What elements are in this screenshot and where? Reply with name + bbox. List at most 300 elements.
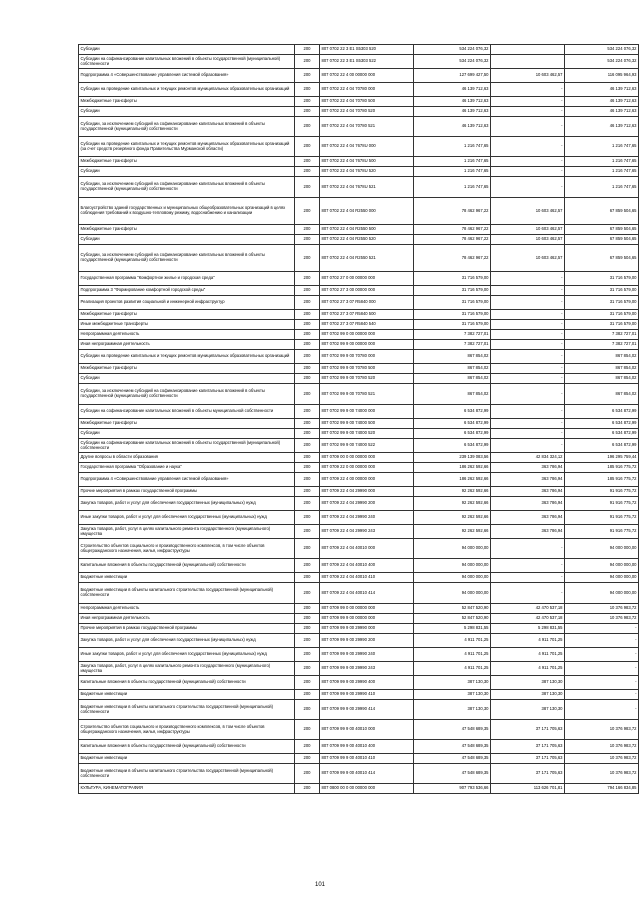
row-line-code-cell: 200 (295, 384, 320, 405)
row-classification-code-cell: 807 0709 22 4 04 29990 240 (320, 511, 414, 525)
row-classification-code-cell: 807 0702 99 9 00 74000 520 (320, 429, 414, 439)
row-line-code-cell: 200 (295, 559, 320, 573)
row-name-cell: Субсидии, за исключением субсидий на софинансирование капитальных вложений в объекты государственной (муниципальной) собственности (79, 117, 295, 137)
row-executed-amount-cell: - (491, 137, 565, 157)
row-approved-amount-cell: 94 000 000,00 (414, 583, 491, 604)
row-classification-code-cell: 807 0702 27 3 00 00000 000 (320, 286, 414, 296)
row-executed-amount-cell: - (491, 539, 565, 559)
row-executed-amount-cell: 4 911 701,25 (491, 662, 565, 676)
row-name-cell: Субсидии (79, 107, 295, 117)
row-classification-code-cell: 807 0709 99 9 00 00000 000 (320, 614, 414, 624)
row-unexecuted-amount-cell: 31 716 579,00 (565, 272, 639, 286)
row-unexecuted-amount-cell: 10 376 983,72 (565, 764, 639, 784)
row-classification-code-cell: 807 0702 22 4 04 7678U 520 (320, 167, 414, 177)
row-classification-code-cell: 807 0702 99 9 00 70780 000 (320, 350, 414, 364)
row-executed-amount-cell: - (491, 286, 565, 296)
row-executed-amount-cell: - (491, 310, 565, 320)
row-line-code-cell: 200 (295, 511, 320, 525)
row-classification-code-cell: 807 0702 22 4 04 7678U 500 (320, 157, 414, 167)
row-executed-amount-cell: 363 786,94 (491, 487, 565, 497)
row-executed-amount-cell: - (491, 559, 565, 573)
row-approved-amount-cell: 1 216 747,65 (414, 177, 491, 198)
row-classification-code-cell: 807 0709 99 9 00 29990 200 (320, 634, 414, 648)
row-line-code-cell: 200 (295, 157, 320, 167)
row-name-cell: Межбюджетные трансферты (79, 310, 295, 320)
table-row (79, 487, 639, 497)
table-row (79, 117, 639, 137)
row-executed-amount-cell: 5 298 831,55 (491, 624, 565, 634)
row-unexecuted-amount-cell: 10 376 983,72 (565, 754, 639, 764)
row-name-cell: Капитальные вложения в объекты государственной (муниципальной) собственности (79, 676, 295, 690)
row-executed-amount-cell: - (491, 117, 565, 137)
row-classification-code-cell: 807 0709 22 0 00 00000 000 (320, 463, 414, 473)
table-row (79, 720, 639, 740)
row-name-cell: Строительство объектов социального и производственного комплексов, в том числе объектов общегражданского назначения, жилья, инфраструктуры (79, 539, 295, 559)
table-row (79, 286, 639, 296)
row-name-cell: Субсидии, за исключением субсидий на софинансирование капитальных вложений в объекты государственной (муниципальной) собственности (79, 245, 295, 272)
row-line-code-cell: 200 (295, 419, 320, 429)
row-name-cell: Закупка товаров, работ, услуг в целях капитального ремонта государственного (муниципального) имущества (79, 525, 295, 539)
row-classification-code-cell: 807 0702 27 0 00 00000 000 (320, 272, 414, 286)
row-classification-code-cell: 807 0702 27 3 07 R5840 000 (320, 296, 414, 310)
row-unexecuted-amount-cell: 94 000 000,00 (565, 559, 639, 573)
row-approved-amount-cell: 6 534 872,99 (414, 405, 491, 419)
row-line-code-cell: 200 (295, 364, 320, 374)
row-classification-code-cell: 807 0702 99 9 00 74000 500 (320, 419, 414, 429)
row-unexecuted-amount-cell: 10 376 983,72 (565, 604, 639, 614)
table-row (79, 245, 639, 272)
row-executed-amount-cell: - (491, 364, 565, 374)
row-name-cell: Иные закупки товаров, работ и услуг для обеспечения государственных (муниципальных) нужд (79, 648, 295, 662)
table-row (79, 69, 639, 83)
row-classification-code-cell: 807 0709 99 9 00 29990 410 (320, 690, 414, 700)
row-executed-amount-cell: 37 171 705,63 (491, 720, 565, 740)
row-name-cell: Бюджетные инвестиции (79, 573, 295, 583)
row-unexecuted-amount-cell: - (565, 676, 639, 690)
row-approved-amount-cell: 92 262 592,66 (414, 487, 491, 497)
row-executed-amount-cell: - (491, 429, 565, 439)
row-unexecuted-amount-cell: 10 376 983,72 (565, 614, 639, 624)
row-line-code-cell: 200 (295, 330, 320, 340)
row-approved-amount-cell: 6 534 872,99 (414, 419, 491, 429)
row-executed-amount-cell: 10 603 462,57 (491, 245, 565, 272)
row-unexecuted-amount-cell: 94 000 000,00 (565, 573, 639, 583)
row-line-code-cell: 200 (295, 340, 320, 350)
table-row (79, 754, 639, 764)
row-executed-amount-cell: 363 786,94 (491, 473, 565, 487)
row-executed-amount-cell: - (491, 167, 565, 177)
row-unexecuted-amount-cell: - (565, 624, 639, 634)
table-row (79, 384, 639, 405)
row-name-cell: Межбюджетные трансферты (79, 97, 295, 107)
table-row (79, 157, 639, 167)
row-approved-amount-cell: 867 854,02 (414, 364, 491, 374)
row-classification-code-cell: 807 0709 99 9 00 40010 410 (320, 754, 414, 764)
row-executed-amount-cell: - (491, 177, 565, 198)
table-row (79, 463, 639, 473)
row-executed-amount-cell: 10 603 462,57 (491, 235, 565, 245)
row-approved-amount-cell: 92 262 592,66 (414, 525, 491, 539)
row-name-cell: Межбюджетные трансферты (79, 225, 295, 235)
row-approved-amount-cell: 387 130,30 (414, 676, 491, 690)
table-row (79, 573, 639, 583)
row-classification-code-cell: 807 0709 99 9 00 40010 400 (320, 740, 414, 754)
row-approved-amount-cell: 867 854,02 (414, 384, 491, 405)
row-unexecuted-amount-cell: 7 382 727,01 (565, 330, 639, 340)
row-name-cell: Бюджетные инвестиции (79, 690, 295, 700)
row-executed-amount-cell (491, 45, 565, 55)
row-classification-code-cell: 807 0702 22 4 04 70780 520 (320, 107, 414, 117)
row-classification-code-cell: 807 0702 22 4 04 70780 000 (320, 83, 414, 97)
row-classification-code-cell: 807 0702 22 4 04 R2550 500 (320, 225, 414, 235)
row-executed-amount-cell: - (491, 374, 565, 384)
row-approved-amount-cell: 46 139 712,63 (414, 97, 491, 107)
row-classification-code-cell: 807 0702 22 3 E1 S5303 522 (320, 55, 414, 69)
table-row (79, 624, 639, 634)
row-line-code-cell: 200 (295, 662, 320, 676)
row-line-code-cell: 200 (295, 167, 320, 177)
table-row (79, 225, 639, 235)
row-unexecuted-amount-cell: - (565, 690, 639, 700)
row-name-cell: Субсидии на проведение капитальных и текущих ремонтов муниципальных образовательных организаций (79, 83, 295, 97)
row-classification-code-cell: 807 0702 22 4 04 R2550 521 (320, 245, 414, 272)
row-unexecuted-amount-cell: 867 854,02 (565, 350, 639, 364)
row-classification-code-cell: 807 0709 99 9 00 29990 243 (320, 662, 414, 676)
table-row (79, 45, 639, 55)
table-row (79, 364, 639, 374)
row-unexecuted-amount-cell: 31 716 579,00 (565, 296, 639, 310)
table-row (79, 167, 639, 177)
table-row (79, 539, 639, 559)
row-classification-code-cell: 807 0702 22 4 04 R2550 000 (320, 198, 414, 225)
table-row (79, 107, 639, 117)
table-row (79, 83, 639, 97)
row-line-code-cell: 200 (295, 198, 320, 225)
page-number: 101 (314, 882, 325, 888)
row-executed-amount-cell: 42 470 537,18 (491, 604, 565, 614)
row-classification-code-cell: 807 0702 99 9 00 74000 000 (320, 405, 414, 419)
row-name-cell: Субсидии, за исключением субсидий на софинансирование капитальных вложений в объекты государственной (муниципальной) собственности (79, 177, 295, 198)
row-name-cell: Бюджетные инвестиции в объекты капитального строительства государственной (муниципальной) собственности (79, 700, 295, 720)
row-name-cell: Реализация проектов развития социальной и инженерной инфраструктур (79, 296, 295, 310)
row-name-cell: Закупка товаров, работ, услуг в целях капитального ремонта государственного (муниципального) имущества (79, 662, 295, 676)
row-approved-amount-cell: 7 382 727,01 (414, 330, 491, 340)
table-row (79, 583, 639, 604)
table-row (79, 374, 639, 384)
row-approved-amount-cell: 78 462 967,22 (414, 225, 491, 235)
row-name-cell: Закупка товаров, работ и услуг для обеспечения государственных (муниципальных) нужд (79, 497, 295, 511)
row-approved-amount-cell: 387 130,30 (414, 690, 491, 700)
row-line-code-cell: 200 (295, 97, 320, 107)
row-executed-amount-cell: 363 786,94 (491, 497, 565, 511)
row-approved-amount-cell: 46 139 712,63 (414, 107, 491, 117)
table-row (79, 405, 639, 419)
row-line-code-cell: 200 (295, 573, 320, 583)
table-row (79, 235, 639, 245)
row-approved-amount-cell: 47 548 689,35 (414, 764, 491, 784)
row-approved-amount-cell: 47 548 689,35 (414, 754, 491, 764)
table-row (79, 429, 639, 439)
row-line-code-cell: 200 (295, 690, 320, 700)
table-row (79, 648, 639, 662)
row-name-cell: Субсидии на софинансирование капитальных вложений в объекты государственной (муниципальной) собственности (79, 439, 295, 453)
budget-table-body (79, 45, 639, 794)
row-line-code-cell: 200 (295, 624, 320, 634)
row-line-code-cell: 200 (295, 784, 320, 794)
row-classification-code-cell: 807 0709 22 4 00 00000 000 (320, 473, 414, 487)
row-name-cell: Субсидии (79, 429, 295, 439)
row-unexecuted-amount-cell: 10 376 983,72 (565, 740, 639, 754)
row-unexecuted-amount-cell: 94 000 000,00 (565, 583, 639, 604)
row-line-code-cell: 200 (295, 463, 320, 473)
row-name-cell: Непрограммная деятельность (79, 330, 295, 340)
row-classification-code-cell: 807 0702 99 9 00 70780 521 (320, 384, 414, 405)
row-executed-amount-cell: 4 911 701,25 (491, 648, 565, 662)
row-line-code-cell: 200 (295, 320, 320, 330)
row-classification-code-cell: 807 0709 22 4 04 29990 200 (320, 497, 414, 511)
row-classification-code-cell: 807 0709 22 4 04 40010 414 (320, 583, 414, 604)
row-name-cell: Другие вопросы в области образования (79, 453, 295, 463)
row-approved-amount-cell: 127 699 427,50 (414, 69, 491, 83)
row-executed-amount-cell: 42 834 324,12 (491, 453, 565, 463)
row-unexecuted-amount-cell: 91 916 775,72 (565, 497, 639, 511)
row-unexecuted-amount-cell: 867 854,02 (565, 364, 639, 374)
row-classification-code-cell: 807 0702 99 9 00 74000 522 (320, 439, 414, 453)
row-classification-code-cell: 807 0709 22 4 04 29990 243 (320, 525, 414, 539)
row-executed-amount-cell: - (491, 83, 565, 97)
row-line-code-cell: 200 (295, 525, 320, 539)
row-unexecuted-amount-cell: 67 859 504,65 (565, 225, 639, 235)
row-line-code-cell: 200 (295, 235, 320, 245)
row-executed-amount-cell: 37 171 705,63 (491, 740, 565, 754)
row-name-cell: Строительство объектов социального и производственного комплексов, в том числе объектов общегражданского назначения, жилья, инфраструктуры (79, 720, 295, 740)
row-unexecuted-amount-cell: 91 916 775,72 (565, 487, 639, 497)
row-executed-amount-cell: 4 911 701,25 (491, 634, 565, 648)
row-approved-amount-cell: 92 262 592,66 (414, 511, 491, 525)
row-unexecuted-amount-cell: 1 216 747,65 (565, 137, 639, 157)
row-unexecuted-amount-cell: 534 224 076,32 (565, 45, 639, 55)
table-row (79, 740, 639, 754)
row-executed-amount-cell: 363 786,94 (491, 525, 565, 539)
row-approved-amount-cell: 94 000 000,00 (414, 573, 491, 583)
row-line-code-cell: 200 (295, 107, 320, 117)
row-unexecuted-amount-cell: 1 216 747,65 (565, 177, 639, 198)
row-line-code-cell: 200 (295, 539, 320, 559)
row-line-code-cell: 200 (295, 225, 320, 235)
row-line-code-cell: 200 (295, 405, 320, 419)
row-approved-amount-cell: 78 462 967,22 (414, 245, 491, 272)
row-unexecuted-amount-cell: 46 139 712,63 (565, 107, 639, 117)
row-unexecuted-amount-cell: 6 534 872,99 (565, 419, 639, 429)
row-unexecuted-amount-cell: 31 716 579,00 (565, 320, 639, 330)
row-name-cell: Иная непрограммная деятельность (79, 340, 295, 350)
row-unexecuted-amount-cell: 196 295 759,44 (565, 453, 639, 463)
row-unexecuted-amount-cell: - (565, 648, 639, 662)
row-line-code-cell: 200 (295, 137, 320, 157)
row-line-code-cell: 200 (295, 583, 320, 604)
row-unexecuted-amount-cell: 867 854,02 (565, 374, 639, 384)
row-unexecuted-amount-cell: 46 139 712,63 (565, 97, 639, 107)
row-line-code-cell: 200 (295, 83, 320, 97)
row-executed-amount-cell: 42 470 537,18 (491, 614, 565, 624)
row-name-cell: Непрограммная деятельность (79, 604, 295, 614)
table-row (79, 419, 639, 429)
row-classification-code-cell: 807 0709 99 9 00 29990 400 (320, 676, 414, 690)
row-line-code-cell: 200 (295, 286, 320, 296)
row-unexecuted-amount-cell: 185 916 775,72 (565, 463, 639, 473)
row-name-cell: Субсидии на софинансирование капитальных вложений в объекты муниципальной собственности (79, 405, 295, 419)
row-executed-amount-cell: 37 171 705,63 (491, 754, 565, 764)
row-line-code-cell: 200 (295, 69, 320, 83)
row-unexecuted-amount-cell: 6 534 872,99 (565, 439, 639, 453)
row-classification-code-cell: 807 0709 22 4 04 40010 000 (320, 539, 414, 559)
row-executed-amount-cell: - (491, 97, 565, 107)
table-row (79, 272, 639, 286)
row-unexecuted-amount-cell: 6 534 872,99 (565, 429, 639, 439)
row-name-cell: Благоустройство зданий государственных и муниципальных общеобразовательных организаций в целях соблюдения требований к воздушно-тепловому режиму, водоснабжению и канализации (79, 198, 295, 225)
row-approved-amount-cell: 52 847 520,90 (414, 614, 491, 624)
row-unexecuted-amount-cell: 67 859 504,65 (565, 235, 639, 245)
table-row (79, 55, 639, 69)
row-classification-code-cell: 807 0709 22 4 04 40010 400 (320, 559, 414, 573)
table-row (79, 614, 639, 624)
row-approved-amount-cell: 186 262 592,66 (414, 463, 491, 473)
row-approved-amount-cell: 534 224 076,32 (414, 55, 491, 69)
row-classification-code-cell: 807 0709 00 0 00 00000 000 (320, 453, 414, 463)
row-name-cell: Иная непрограммная деятельность (79, 614, 295, 624)
row-name-cell: Подпрограмма 4 «Совершенствование управления системой образования» (79, 69, 295, 83)
table-row (79, 310, 639, 320)
row-executed-amount-cell: - (491, 296, 565, 310)
row-unexecuted-amount-cell: 534 224 076,32 (565, 55, 639, 69)
row-executed-amount-cell: 37 171 705,63 (491, 764, 565, 784)
row-unexecuted-amount-cell: 1 216 747,65 (565, 157, 639, 167)
row-classification-code-cell: 807 0800 00 0 00 00000 000 (320, 784, 414, 794)
table-row (79, 473, 639, 487)
row-executed-amount-cell: 387 130,30 (491, 700, 565, 720)
row-approved-amount-cell: 867 854,02 (414, 374, 491, 384)
row-approved-amount-cell: 6 534 872,99 (414, 439, 491, 453)
row-executed-amount-cell: - (491, 272, 565, 286)
table-row (79, 662, 639, 676)
row-approved-amount-cell: 534 224 076,32 (414, 45, 491, 55)
row-executed-amount-cell: - (491, 330, 565, 340)
row-classification-code-cell: 807 0702 99 9 00 70780 520 (320, 374, 414, 384)
row-executed-amount-cell: - (491, 107, 565, 117)
row-approved-amount-cell: 94 000 000,00 (414, 559, 491, 573)
row-unexecuted-amount-cell: 46 139 712,63 (565, 117, 639, 137)
row-line-code-cell: 200 (295, 740, 320, 754)
row-approved-amount-cell: 1 216 747,65 (414, 167, 491, 177)
row-approved-amount-cell: 52 847 520,90 (414, 604, 491, 614)
row-line-code-cell: 200 (295, 473, 320, 487)
row-line-code-cell: 200 (295, 676, 320, 690)
row-executed-amount-cell: 387 130,30 (491, 676, 565, 690)
row-line-code-cell: 200 (295, 117, 320, 137)
row-executed-amount-cell: - (491, 573, 565, 583)
row-classification-code-cell: 807 0702 22 3 E1 S5303 520 (320, 45, 414, 55)
row-name-cell: Государственная программа "Образование и наука" (79, 463, 295, 473)
row-unexecuted-amount-cell: 794 166 834,85 (565, 784, 639, 794)
row-executed-amount-cell: 10 603 462,57 (491, 69, 565, 83)
row-line-code-cell: 200 (295, 45, 320, 55)
document-sheet (78, 44, 637, 794)
row-classification-code-cell: 807 0709 99 9 00 29990 000 (320, 624, 414, 634)
row-line-code-cell: 200 (295, 453, 320, 463)
row-classification-code-cell: 807 0709 22 4 04 40010 410 (320, 573, 414, 583)
row-approved-amount-cell: 4 911 701,25 (414, 648, 491, 662)
row-name-cell: Капитальные вложения в объекты государственной (муниципальной) собственности (79, 559, 295, 573)
row-classification-code-cell: 807 0709 99 9 00 40010 000 (320, 720, 414, 740)
row-name-cell: Субсидии, за исключением субсидий на софинансирование капитальных вложений в объекты государственной (муниципальной) собственности (79, 384, 295, 405)
row-name-cell: Капитальные вложения в объекты государственной (муниципальной) собственности (79, 740, 295, 754)
row-executed-amount-cell (491, 55, 565, 69)
row-executed-amount-cell: 10 603 462,57 (491, 198, 565, 225)
table-row (79, 559, 639, 573)
row-name-cell: Бюджетные инвестиции (79, 754, 295, 764)
table-row (79, 350, 639, 364)
row-executed-amount-cell: - (491, 157, 565, 167)
row-approved-amount-cell: 239 139 083,56 (414, 453, 491, 463)
row-unexecuted-amount-cell: 867 854,02 (565, 384, 639, 405)
row-name-cell: Закупка товаров, работ и услуг для обеспечения государственных (муниципальных) нужд (79, 634, 295, 648)
row-line-code-cell: 200 (295, 754, 320, 764)
table-row (79, 676, 639, 690)
row-approved-amount-cell: 1 216 747,65 (414, 137, 491, 157)
row-classification-code-cell: 807 0702 22 4 04 7678U 000 (320, 137, 414, 157)
row-unexecuted-amount-cell: 1 216 747,65 (565, 167, 639, 177)
row-classification-code-cell: 807 0709 22 4 04 29990 000 (320, 487, 414, 497)
row-executed-amount-cell: - (491, 419, 565, 429)
row-unexecuted-amount-cell: 46 139 712,63 (565, 83, 639, 97)
table-row (79, 525, 639, 539)
row-name-cell: Государственная программа "Комфортное жилье и городская среда" (79, 272, 295, 286)
row-classification-code-cell: 807 0702 99 9 00 00000 000 (320, 340, 414, 350)
row-unexecuted-amount-cell: 10 376 983,72 (565, 720, 639, 740)
row-classification-code-cell: 807 0702 99 0 00 00000 000 (320, 330, 414, 340)
table-row (79, 690, 639, 700)
row-unexecuted-amount-cell: 94 000 000,00 (565, 539, 639, 559)
row-approved-amount-cell: 31 716 579,00 (414, 310, 491, 320)
row-executed-amount-cell: 387 130,30 (491, 690, 565, 700)
row-unexecuted-amount-cell: 91 916 775,72 (565, 511, 639, 525)
row-name-cell: Межбюджетные трансферты (79, 419, 295, 429)
table-row (79, 320, 639, 330)
row-line-code-cell: 200 (295, 272, 320, 286)
table-row (79, 137, 639, 157)
row-line-code-cell: 200 (295, 296, 320, 310)
row-line-code-cell: 200 (295, 374, 320, 384)
row-name-cell: Прочие мероприятия в рамках государственной программы (79, 487, 295, 497)
table-row (79, 511, 639, 525)
row-unexecuted-amount-cell: 91 916 775,72 (565, 525, 639, 539)
row-approved-amount-cell: 92 262 592,66 (414, 497, 491, 511)
row-line-code-cell: 200 (295, 634, 320, 648)
row-line-code-cell: 200 (295, 487, 320, 497)
row-unexecuted-amount-cell: - (565, 700, 639, 720)
row-approved-amount-cell: 31 716 579,00 (414, 320, 491, 330)
table-row (79, 177, 639, 198)
table-row (79, 497, 639, 511)
row-classification-code-cell: 807 0702 27 3 07 R5840 500 (320, 310, 414, 320)
row-line-code-cell: 200 (295, 720, 320, 740)
row-approved-amount-cell: 186 262 592,66 (414, 473, 491, 487)
row-classification-code-cell: 807 0702 22 4 04 R2550 520 (320, 235, 414, 245)
row-executed-amount-cell: - (491, 439, 565, 453)
row-line-code-cell: 200 (295, 764, 320, 784)
row-approved-amount-cell: 78 462 967,22 (414, 235, 491, 245)
row-unexecuted-amount-cell: 116 095 964,93 (565, 69, 639, 83)
